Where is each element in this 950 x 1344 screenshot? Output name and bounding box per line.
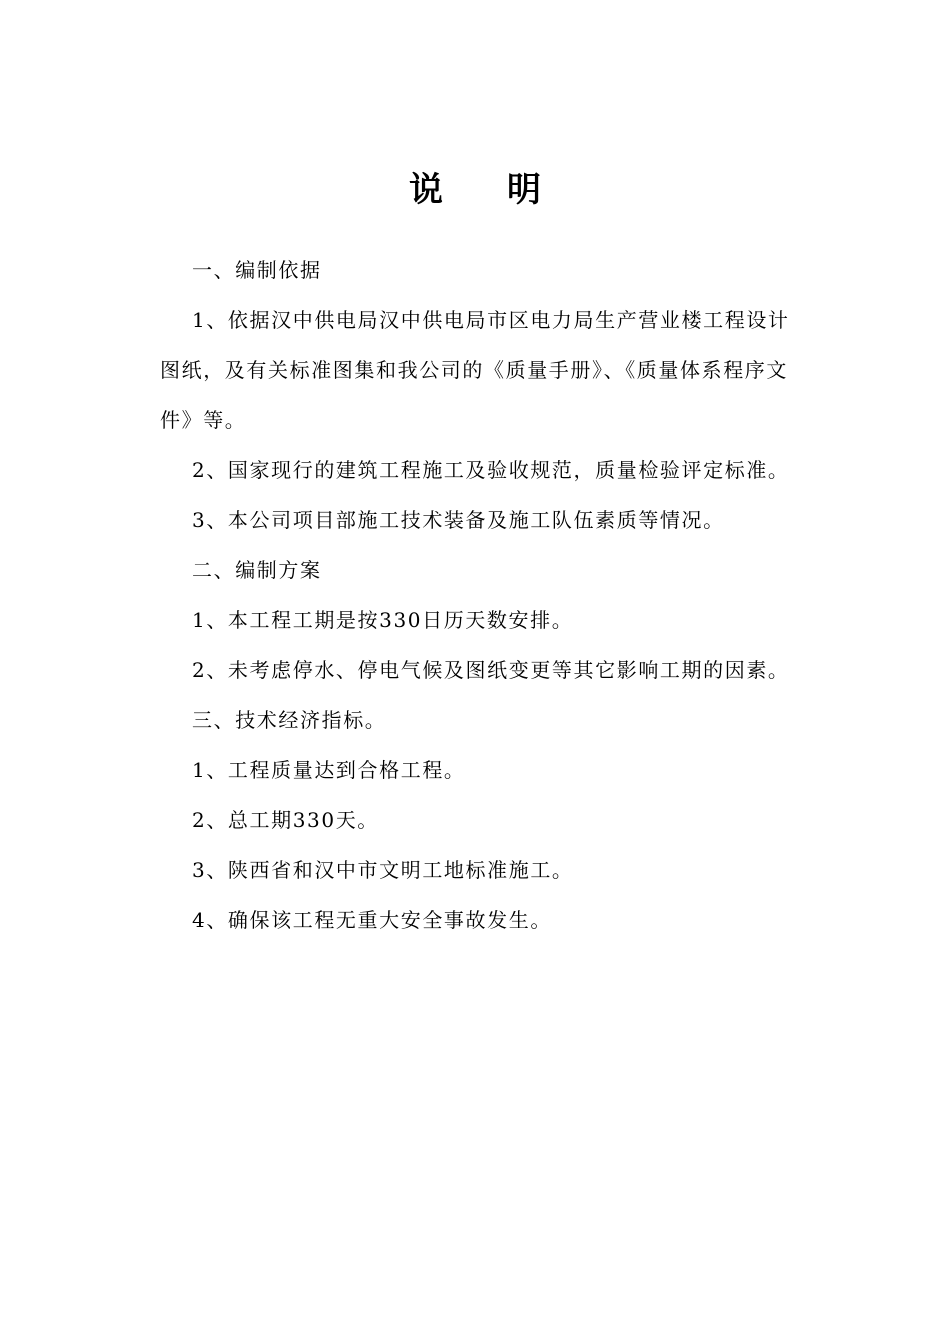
page-title: 说明	[409, 170, 605, 210]
basis-item-3: 3、本公司项目部施工技术装备及施工队伍素质等情况。	[192, 508, 725, 532]
section-heading-basis: 一、编制依据	[192, 258, 322, 282]
indicator-item-3: 3、陕西省和汉中市文明工地标准施工。	[192, 858, 574, 882]
plan-item-2: 2、未考虑停水、停电气候及图纸变更等其它影响工期的因素。	[192, 658, 790, 682]
document-body	[160, 245, 810, 945]
basis-item-1: 1、依据汉中供电局汉中供电局市区电力局生产营业楼工程设计图纸，及有关标准图集和我公司的《质量手册》、《质量体系程序文件》等。	[160, 308, 790, 432]
section-heading-plan: 二、编制方案	[192, 558, 322, 582]
section-heading-indicators: 三、技术经济指标。	[192, 708, 387, 732]
indicator-item-4: 4、确保该工程无重大安全事故发生。	[192, 908, 552, 932]
basis-item-2: 2、国家现行的建筑工程施工及验收规范，质量检验评定标准。	[192, 458, 790, 482]
indicator-item-2: 2、总工期330天。	[192, 808, 379, 832]
indicator-item-1: 1、工程质量达到合格工程。	[192, 758, 466, 782]
plan-item-1: 1、本工程工期是按330日历天数安排。	[192, 608, 574, 632]
